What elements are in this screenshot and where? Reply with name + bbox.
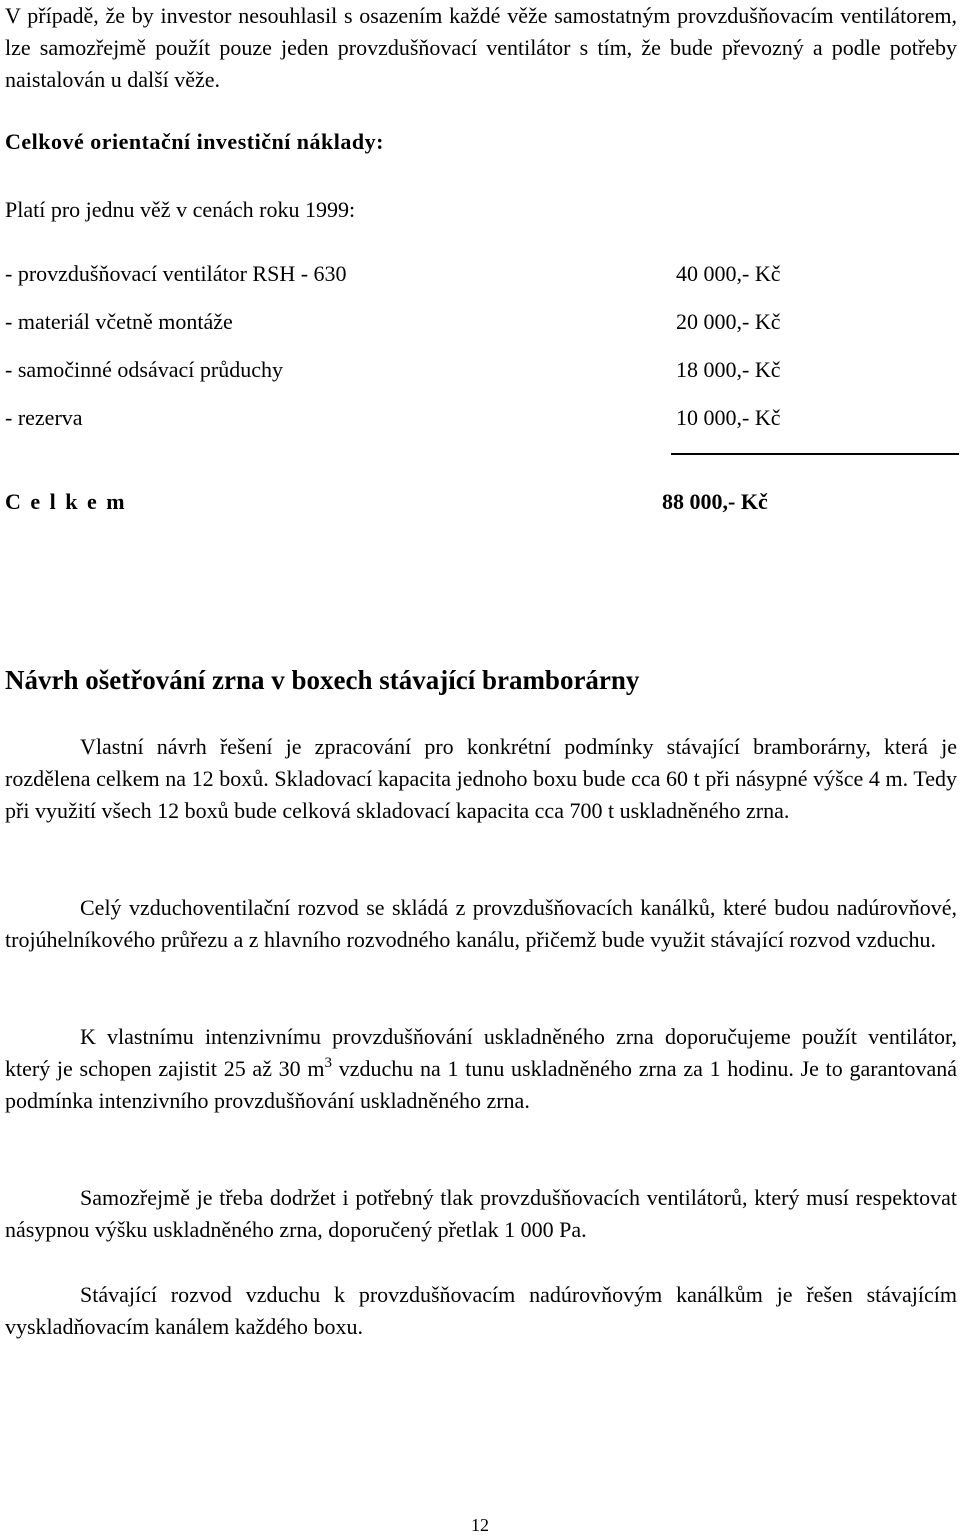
cost-item-label: - samočinné odsávací průduchy [5,357,283,382]
section-heading: Návrh ošetřování zrna v boxech stávající bramborárny [5,665,640,695]
paragraph-3-text-b: vzduchu na 1 tunu uskladněného zrna za 1 hodinu. Je to garantovaná podmínka intenzivního provzdušňování uskladněného zrna. [5,1056,958,1113]
page-number: 12 [471,1515,489,1535]
cost-row [5,306,905,338]
cost-item-value: 18 000,- Kč [676,357,781,382]
cubic-superscript: 3 [324,1055,333,1071]
cost-row [5,402,905,434]
cost-item-value: 40 000,- Kč [676,261,781,286]
cost-row [5,258,905,290]
total-label: C e l k e m [5,489,127,514]
sum-divider [671,453,959,455]
paragraph-1: Vlastní návrh řešení je zpracování pro konkrétní podmínky stávající bramborárny, která je rozdělena celkem na 12 boxů. Skladovací kapacita jednoho boxu bude cca 60 t při násypné výšce 4 m. Tedy při využití všech 12 boxů bude celková skladovací kapacita cca 700 t uskladněného zrna. [5,734,957,823]
total-value: 88 000,- Kč [662,489,768,514]
cost-item-label: - materiál včetně montáže [5,309,233,334]
cost-note: Platí pro jednu věž v cenách roku 1999: [5,197,356,222]
cost-item-value: 20 000,- Kč [676,309,781,334]
cost-total-row [5,486,905,518]
paragraph-4: Samozřejmě je třeba dodržet i potřebný tlak provzdušňovacích ventilátorů, který musí respektovat násypnou výšku uskladněného zrna, doporučený přetlak 1 000 Pa. [5,1185,957,1242]
cost-item-value: 10 000,- Kč [676,405,781,430]
intro-paragraph: V případě, že by investor nesouhlasil s osazením každé věže samostatným provzdušňovacím ventilátorem, lze samozřejmě použít pouze jeden provzdušňovací ventilátor s tím, že bude převozný a podle potřeby naistalován u další věže. [5,3,957,92]
paragraph-2: Celý vzduchoventilační rozvod se skládá z provzdušňovacích kanálků, které budou nadúrovňové, trojúhelníkového průřezu a z hlavního rozvodného kanálu, přičemž bude využit stávající rozvod vzduchu. [5,895,957,952]
cost-row [5,354,905,386]
cost-item-label: - provzdušňovací ventilátor RSH - 630 [5,261,347,286]
cost-heading: Celkové orientační investiční náklady: [5,129,384,154]
paragraph-3-text-a: K vlastnímu intenzivnímu provzdušňování uskladněného zrna doporučujeme použít ventilátor, který je schopen zajistit 25 až 30 m [5,1024,957,1081]
cost-item-label: - rezerva [5,405,83,430]
paragraph-3 [5,1021,957,1117]
paragraph-5: Stávající rozvod vzduchu k provzdušňovacím nadúrovňovým kanálkům je řešen stávajícím vyskladňovacím kanálem každého boxu. [5,1282,957,1339]
